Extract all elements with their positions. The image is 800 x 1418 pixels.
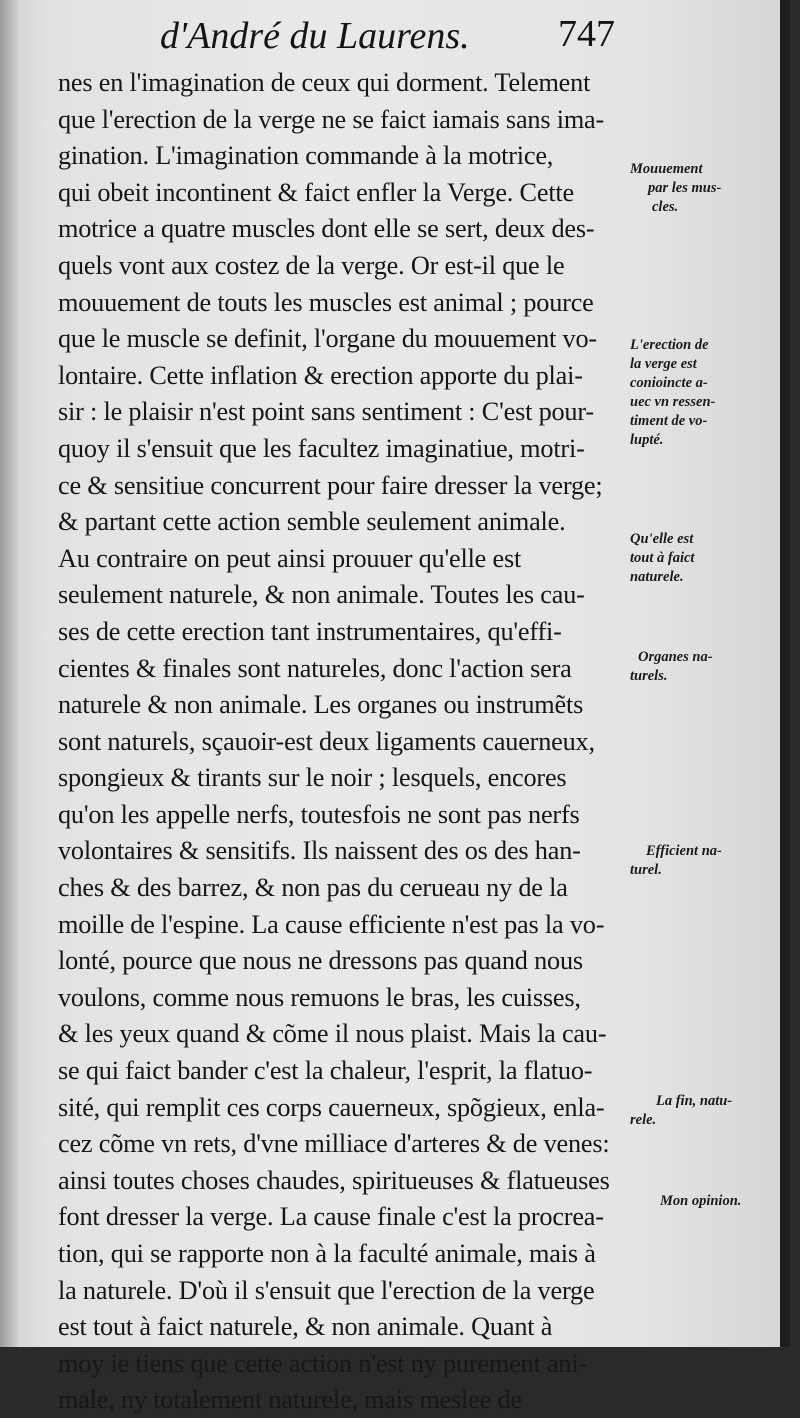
text-line: Au contraire on peut ainsi prouuer qu'elle est — [58, 542, 522, 573]
text-line: & les yeux quand & cõme il nous plaist. Mais la cau- — [58, 1018, 607, 1049]
margin-note-line: tout à faict — [630, 550, 695, 566]
text-line: male, ny totalement naturele, mais meslee de — [58, 1384, 522, 1415]
margin-note-line: Qu'elle est — [630, 531, 694, 547]
page-spine-shadow — [0, 0, 18, 1347]
text-line: seulement naturele, & non animale. Toutes les cau- — [58, 579, 585, 610]
text-line: tion, qui se rapporte non à la faculté animale, mais à — [58, 1238, 596, 1268]
text-line: que le muscle se definit, l'organe du mouuement vo- — [58, 323, 597, 354]
text-line: qu'on les appelle nerfs, toutesfois ne sont pas nerfs — [58, 798, 580, 829]
margin-note-line: Efficient na- — [646, 843, 722, 859]
margin-note-line: naturele. — [630, 569, 684, 585]
margin-note-line: Organes na- — [638, 649, 713, 665]
text-line: ainsi toutes choses chaudes, spiritueuses & flatueuses — [58, 1164, 610, 1195]
text-line: quoy il s'ensuit que les facultez imaginatiue, motri- — [58, 432, 585, 463]
margin-note-line: rele. — [630, 1112, 657, 1128]
text-line: qui obeit incontinent & faict enfler la Verge. Cette — [58, 176, 574, 207]
text-line: moy ie tiens que cette action n'est ny purement ani- — [58, 1347, 587, 1378]
text-line: naturele & non animale. Les organes ou instrumẽts — [58, 689, 584, 720]
margin-note-efficient — [630, 842, 780, 880]
margin-note-line: turels. — [630, 668, 668, 684]
margin-note-line: conioincte a- — [630, 375, 708, 391]
text-line: que l'erection de la verge ne se faict iamais sans ima- — [58, 103, 605, 134]
margin-note-line: L'erection de — [630, 337, 709, 353]
text-line: lonté, pource que nous ne dressons pas quand nous — [58, 945, 583, 976]
running-title: d'André du Laurens. — [160, 15, 470, 57]
text-line: spongieux & tirants sur le noir ; lesquels, encores — [58, 762, 567, 793]
margin-note-organes — [630, 648, 780, 686]
text-line: voulons, comme nous remuons le bras, les cuisses, — [58, 981, 581, 1012]
text-line: ches & des barrez, & non pas du cerueau ny de la — [58, 872, 568, 903]
page-header — [160, 14, 640, 70]
margin-note-line: la verge est — [630, 356, 697, 372]
text-line: sir : le plaisir n'est point sans sentiment : C'est pour- — [58, 396, 594, 427]
text-line: volontaires & sensitifs. Ils naissent des os des han- — [58, 835, 581, 866]
text-line: quels vont aux costez de la verge. Or est-il que le — [58, 249, 565, 280]
text-line: cientes & finales sont natureles, donc l'action sera — [58, 652, 572, 683]
margin-note-line: turel. — [630, 862, 662, 878]
margin-note-line: Mouuement — [630, 161, 703, 177]
margin-note-fin — [630, 1092, 780, 1130]
text-line: est tout à faict naturele, & non animale. Quant à — [58, 1311, 553, 1342]
text-line: & partant cette action semble seulement animale. — [58, 506, 566, 537]
margin-note-line: lupté. — [630, 432, 664, 448]
margin-note-line: Mon opinion. — [660, 1193, 742, 1209]
margin-note-mouvement — [630, 160, 780, 217]
text-line: cez cõme vn rets, d'vne milliace d'arteres & de venes: — [58, 1128, 610, 1159]
margin-note-line: uec vn ressen- — [630, 394, 716, 410]
margin-note-naturelle — [630, 530, 780, 587]
margin-note-erection — [630, 336, 780, 450]
text-line: nes en l'imagination de ceux qui dorment. Telement — [58, 67, 591, 97]
text-line: sont naturels, sçauoir-est deux ligaments cauerneux, — [58, 725, 595, 756]
text-line: moille de l'espine. La cause efficiente n'est pas la vo- — [58, 908, 605, 939]
margin-note-line: La fin, natu- — [656, 1093, 733, 1109]
text-line: la naturele. D'où il s'ensuit que l'erection de la verge — [58, 1274, 595, 1305]
text-line: gination. L'imagination commande à la motrice, — [58, 140, 554, 171]
body-text — [58, 64, 638, 1418]
text-line: lontaire. Cette inflation & erection apporte du plai- — [58, 359, 583, 390]
text-line: ce & sensitiue concurrent pour faire dresser la verge; — [58, 469, 603, 500]
page-number: 747 — [558, 13, 615, 55]
text-line: motrice a quatre muscles dont elle se sert, deux des- — [58, 213, 595, 244]
margin-note-line: cles. — [652, 199, 679, 215]
text-line: sité, qui remplit ces corps cauerneux, spõgieux, enla- — [58, 1091, 605, 1122]
text-line: mouuement de touts les muscles est animal ; pource — [58, 286, 594, 317]
text-line: se qui faict bander c'est la chaleur, l'esprit, la flatuo- — [58, 1055, 593, 1086]
margin-note-opinion — [630, 1192, 780, 1211]
text-line: ses de cette erection tant instrumentaires, qu'effi- — [58, 615, 562, 646]
text-line: font dresser la verge. La cause finale c'est la procrea- — [58, 1201, 604, 1232]
margin-note-line: timent de vo- — [630, 413, 708, 429]
margin-note-line: par les mus- — [648, 180, 722, 196]
page-edge — [780, 0, 790, 1347]
